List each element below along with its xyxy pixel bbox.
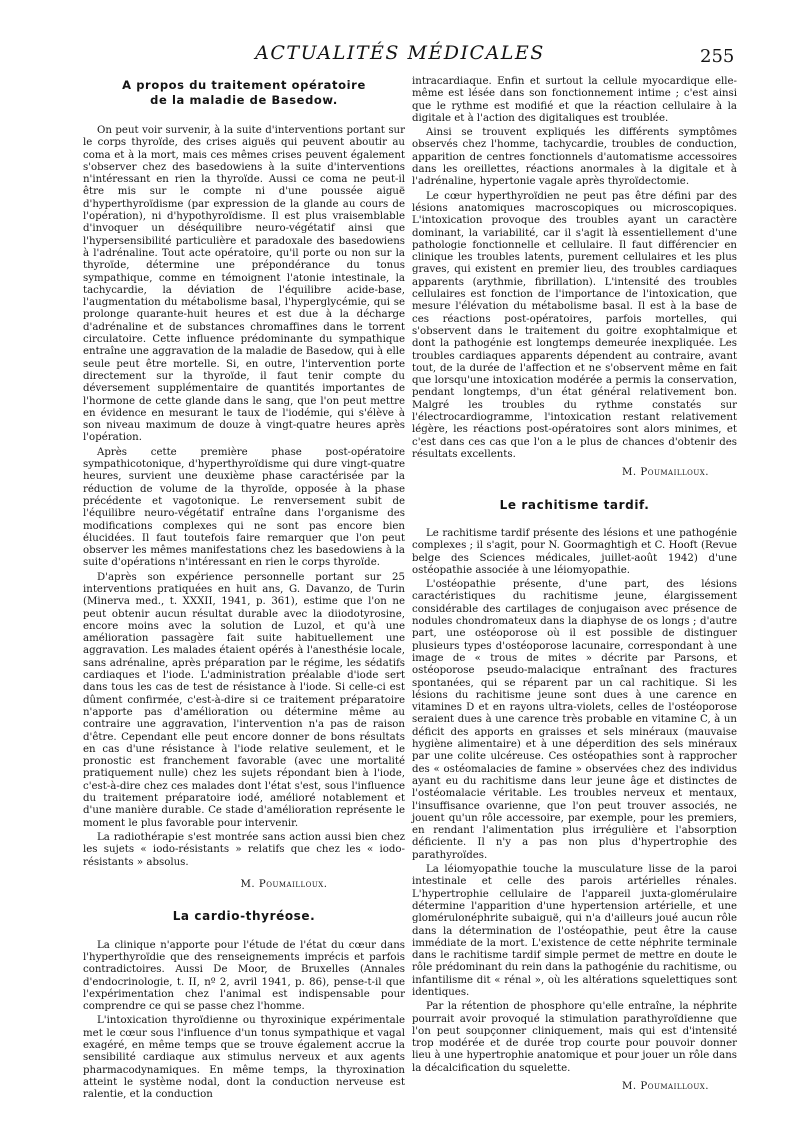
paragraph: La clinique n'apporte pour l'étude de l'état du cœur dans l'hyperthyroïdie que des renseignements imprécis et parfois contradictoires. Aussi De Moor, de Bruxelles (Annales d'endocrinologie, t. II, nº 2, avril 1941, p. 86), pense-t-il que l'expérimentation chez l'animal est indispensable pour comprendre ce qui se passe chez l'homme. (83, 939, 405, 1013)
paragraph: Par la rétention de phosphore qu'elle entraîne, la néphrite pourrait avoir provoqué la stimulation parathyroïdienne que l'on peut soupçonner cliniquement, mais qui est d'intensité trop modérée et de durée trop courte pour pouvoir donner lieu à une hypertrophie anatomique et pour jouer un rôle dans la décalcification du squelette. (412, 1001, 737, 1074)
paragraph: Le cœur hyperthyroïdien ne peut pas être défini par des lésions anatomiques macroscopiques ou microscopiques. L'intoxication provoque des troubles ayant un caractère dominant, la variabilité, car il s'agit là essentiellement d'une pathologie fonctionnelle et cellulaire. Il faut différencier en clinique les troubles latents, purement cellulaires et les plus graves, qui existent en premier lieu, des troubles cardiaques apparents (arythmie, fibrillation). L'intensité des troubles cellulaires est fonction de l'importance de l'intoxication, que mesure l'élévation du métabolisme basal. Il est à la base de ces réactions post-opératoires, parfois mortelles, qui s'observent dans le traitement du goitre exophtalmique et dont la pathogénie est longtemps demeurée inexpliquée. Les troubles cardiaques apparents dépendent au contraire, avant tout, de la durée de l'affection et ne s'observent même en fait que lorsqu'une intoxication modérée a permis la conservation, pendant longtemps, d'un état général relativement bon. Malgré les troubles du rythme constatés sur l'électrocardiogramme, l'intoxication restant relativement légère, les réactions post-opératoires sont alors minimes, et c'est dans ces cas que l'on a le plus de chances d'obtenir des résultats excellents. (412, 190, 737, 460)
paragraph: L'ostéopathie présente, d'une part, des lésions caractéristiques du rachitisme jeune, élargissement considérable des cartilages de conjugaison avec présence de nodules chondromateux dans la diaphyse de os longs ; d'autre part, une ostéoporose où il est possible de distinguer plusieurs types d'ostéoporose lacunaire, correspondant à une image de « trous de mites » décrite par Parsons, et ostéoporose pseudo-malacique entraînant des fractures spontanées, qui se réparent par un cal rachitique. Si les lésions du rachitisme jeune sont dues à une carence en vitamines D et en rayons ultra-violets, celles de l'ostéoporose seraient dues à une carence très probable en vitamine C, à un déficit des apports en graisses et sels minéraux (mauvaise hygiène alimentaire) et à une déperdition des sels minéraux par une colite ulcéreuse. Ces ostéopathies sont à rapprocher des « ostéomalacies de famine » observées chez des individus ayant eu du rachitisme dans leur jeune âge et distinctes de l'ostéomalacie véritable. Les troubles nerveux et mentaux, l'insuffisance ovarienne, que l'on peut trouver associés, ne jouent qu'un rôle accessoire, par exemple, pour les premiers, en rendant l'alimentation plus irrégulière et l'absorption déficiente. Il n'y a pas non plus d'hypertrophie des parathyroïdes. (412, 579, 737, 861)
article-title-line: A propos du traitement opératoire (122, 78, 366, 92)
paragraph-continued: intracardiaque. Enfin et surtout la cellule myocardique elle-même est lésée dans son fonctionnement intime ; c'est ainsi que le rythme est modifié et que la réaction cellulaire à la digitale et à l'action des digitaliques est troublée. (412, 76, 737, 124)
paragraph: L'intoxication thyroïdienne ou thyroxinique expérimentale met le cœur sous l'influence d'un tonus sympathique et vagal exagéré, en même temps que se trouve également accrue la sensibilité cardiaque aux stimulus nerveux et aux agents pharmacodynamiques. En même temps, la thyroxination atteint le système nodal, dont la conduction nerveuse est ralentie, et la conduction (83, 1015, 405, 1101)
paragraph: Le rachitisme tardif présente des lésions et une pathogénie complexes ; il s'agit, pour N. Goormaghtigh et C. Hooft (Revue belge des Sciences médicales, juillet-août 1942) d'une ostéopathie associée à une léiomyopathie. (412, 528, 737, 576)
paragraph: On peut voir survenir, à la suite d'interventions portant sur le corps thyroïde, des crises aiguës qui peuvent aboutir au coma et à la mort, mais ces mêmes crises peuvent également s'observer chez des basedowiens à la suite d'interventions n'intéressant en rien la thyroïde. Aussi ce coma ne peut-il être mis sur le compte ni d'une poussée aiguë d'hyperthyroïdisme (par expression de la glande au cours de l'opération), ni d'hypothyroïdisme. Il est plus vraisemblable d'invoquer un déséquilibre neuro-végétatif ainsi que l'hypersensibilité particulière et paradoxale des basedowiens à l'adrénaline. Tout acte opératoire, qu'il porte ou non sur la thyroïde, détermine une prépondérance du tonus sympathique, comme en témoignent l'atonie intestinale, la tachycardie, la déviation de l'équilibre acide-base, l'augmentation du métabolisme basal, l'hyperglycémie, qui se prolonge quarante-huit heures et est due à la décharge d'adrénaline et de substances chromaffines dans le torrent circulatoire. Cette influence prédominante du sympathique entraîne une aggravation de la maladie de Basedow, qui à elle seule peut être mortelle. Si, en outre, l'intervention porte directement sur la thyroïde, il faut tenir compte du déversement supplémentaire de quantités importantes de l'hormone de cette glande dans le sang, que l'on peut mettre en évidence en mesurant le taux de l'iodémie, qui s'élève à son niveau maximum de douze à vingt-quatre heures après l'opération. (83, 125, 405, 444)
article-title-line: de la maladie de Basedow. (150, 92, 338, 107)
paragraph: La léiomyopathie touche la musculature lisse de la paroi intestinale et celle des parois artérielles rénales. L'hypertrophie cellulaire de l'appareil juxta-glomérulaire détermine l'apparition d'une hypertension artérielle, et une glomérulonéphrite subaiguë, qui n'a d'ailleurs joué aucun rôle dans la détermination de l'ostéopathie, peut être la cause immédiate de la mort. L'existence de cette néphrite terminale dans le rachitisme tardif simple permet de mettre en doute le rôle prédominant du rein dans la pathogénie du rachitisme, ou infantilisme dit « rénal », où les altérations squelettiques sont identiques. (412, 864, 737, 998)
author-signature: M. Poumailloux. (621, 1081, 709, 1093)
article-title-basedow (83, 78, 405, 107)
left-column (83, 78, 405, 1103)
paragraph: Ainsi se trouvent expliqués les différents symptômes observés chez l'homme, tachycardie, troubles de conduction, apparition de centres fonctionnels d'automatisme accessoires dans les oreillettes, réactions anormales à la digitale et à l'adrénaline, hypertonie vagale après thyroïdectomie. (412, 127, 737, 188)
author-signature: M. Poumailloux. (621, 467, 709, 479)
paragraph: D'après son expérience personnelle portant sur 25 interventions pratiquées en huit ans, G. Davanzo, de Turin (Minerva med., t. XXXII, 1941, p. 361), estime que l'on ne peut obtenir aucun résultat durable avec la diiodotyrosine, encore moins avec la solution de Luzol, et qu'à une amélioration passagère fait suite habituellement une aggravation. Les malades étaient opérés à l'anesthésie locale, sans adrénaline, après préparation par le régime, les sédatifs cardiaques et l'iode. L'administration préalable d'iode sert dans tous les cas de test de résistance à l'iode. Si celle-ci est dûment confirmée, c'est-à-dire si ce traitement préparatoire n'apporte pas d'amélioration ou détermine même au contraire une aggravation, l'intervention n'a pas de raison d'être. Cependant elle peut encore donner de bons résultats en cas d'une résistance à l'iode relative seulement, et le pronostic est franchement favorable (avec une mortalité pratiquement nulle) chez les sujets répondant bien à l'iode, c'est-à-dire chez ces malades dont l'état s'est, sous l'influence du traitement préparatoire iodé, amélioré notablement et d'une manière durable. Ce stade d'amélioration représente le moment le plus favorable pour intervenir. (83, 571, 405, 829)
article-title-cardio: La cardio-thyréose. (172, 909, 316, 924)
article-title-rachitisme: Le rachitisme tardif. (499, 497, 650, 512)
right-column (412, 76, 737, 1105)
paragraph: La radiothérapie s'est montrée sans action aussi bien chez les sujets « iodo-résistants » relatifs que chez les « iodo-résistants » absolus. (83, 831, 405, 868)
paragraph: Après cette première phase post-opératoire sympathicotonique, d'hyperthyroïdisme qui dure vingt-quatre heures, survient une deuxième phase caractérisée par la réduction de volume de la thyroïde, opposée à la phase précédente et vagotonique. Le renversement subit de l'équilibre neuro-végétatif entraîne dans l'organisme des modifications complexes qui ne sont pas encore bien élucidées. Il faut toutefois faire remarquer que l'on peut observer les mêmes manifestations chez les basedowiens à la suite d'opérations n'intéressant en rien le corps thyroïde. (83, 446, 405, 569)
running-title: ACTUALITÉS MÉDICALES (255, 42, 545, 64)
page-number: 255 (700, 46, 735, 67)
author-signature: M. Poumailloux. (240, 878, 328, 890)
